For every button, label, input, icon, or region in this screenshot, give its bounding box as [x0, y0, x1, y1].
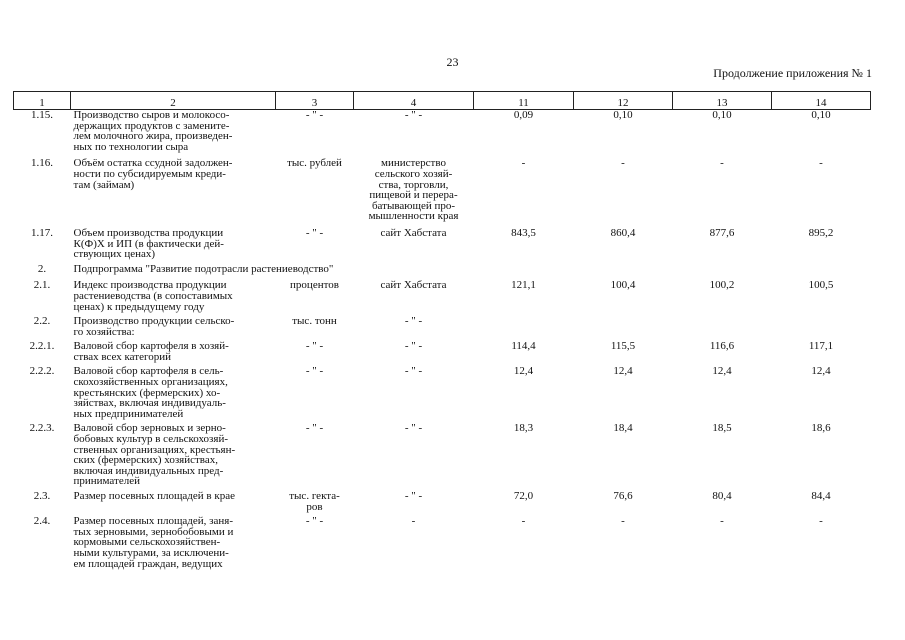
- value-13: 877,6: [709, 226, 735, 239]
- unit-cell: - " -: [305, 109, 324, 121]
- value-14: 117,1: [808, 340, 834, 353]
- unit-cell: процентов: [290, 279, 339, 292]
- value-12: [574, 312, 673, 337]
- row-number: 2.2.3.: [29, 422, 55, 435]
- value-14: 0,10: [811, 109, 831, 121]
- indicator-name: Индекс производства продукции растениеводства (в сопоставимых ценах) к предыдущему году: [73, 279, 233, 313]
- value-13: 18,5: [712, 422, 732, 435]
- unit-cell: - " -: [305, 226, 324, 239]
- column-header: 3: [276, 92, 354, 110]
- indicators-table: [13, 91, 871, 569]
- source-cell: сайт Хабстата: [380, 226, 447, 239]
- column-header: 2: [71, 92, 276, 110]
- column-header: 1: [14, 92, 71, 110]
- value-14: -: [819, 157, 823, 170]
- value-14: 895,2: [808, 226, 834, 239]
- table-row: [14, 274, 871, 312]
- value-11: -: [521, 157, 526, 170]
- value-12: 76,6: [613, 490, 633, 502]
- table-row: [14, 362, 871, 419]
- appendix-caption: Продолжение приложения № 1: [713, 66, 872, 80]
- row-number: 2.2.2.: [29, 365, 55, 378]
- row-number: 2.: [37, 262, 47, 275]
- unit-cell: - " -: [305, 422, 324, 435]
- value-12: 0,10: [613, 109, 633, 121]
- source-cell: - " -: [404, 365, 423, 378]
- indicator-name: Валовой сбор зерновых и зерно- бобовых культур в сельскохозяй- ственных организациях, крестьян- ских (фермерских) хозяйствах, включая индивидуальных пред- принимателей: [73, 422, 236, 488]
- value-13: -: [720, 157, 724, 170]
- table-row: [14, 222, 871, 260]
- value-12: 860,4: [610, 226, 636, 239]
- value-14: 18,6: [811, 422, 831, 435]
- source-cell: - " -: [404, 422, 423, 435]
- value-11: 843,5: [511, 226, 536, 239]
- row-number: 2.4.: [33, 515, 51, 528]
- column-header: 11: [474, 92, 574, 110]
- indicator-name: Производство продукции сельско- го хозяйства:: [73, 315, 235, 338]
- value-11: [474, 312, 574, 337]
- value-12: 115,5: [610, 340, 636, 353]
- indicator-name: Объём остатка ссудной задолжен- ности по субсидируемым креди- там (займам): [73, 157, 233, 191]
- value-11: 0,09: [513, 109, 534, 121]
- source-cell: - " -: [404, 490, 423, 502]
- indicator-name: Валовой сбор картофеля в сель- скохозяйственных организациях, крестьянских (фермерских) хо- зяйствах, включая индивидуаль- ных предпринимателей: [73, 365, 228, 420]
- row-number: 2.1.: [33, 279, 51, 292]
- value-13: 80,4: [712, 490, 732, 502]
- column-header: 14: [772, 92, 871, 110]
- indicator-name: Производство сыров и молокосо- держащих продуктов с замените- лем молочного жира, произведен- ных по технологии сыра: [73, 109, 233, 153]
- table-header-row: [14, 92, 871, 110]
- unit-cell: - " -: [305, 365, 324, 378]
- value-13: 116,6: [709, 340, 735, 353]
- value-12: 12,4: [613, 365, 633, 378]
- row-number: 1.15.: [31, 109, 53, 121]
- section-title: Подпрограмма "Развитие подотрасли растениеводство": [73, 262, 334, 275]
- column-header: 13: [673, 92, 772, 110]
- value-12: 100,4: [610, 279, 636, 292]
- unit-cell: тыс. гекта- ров: [289, 490, 340, 513]
- column-header: 4: [354, 92, 474, 110]
- table-row: [14, 110, 871, 153]
- value-14: 12,4: [811, 365, 831, 378]
- value-13: 12,4: [712, 365, 732, 378]
- source-cell: - " -: [404, 109, 423, 121]
- indicator-name: Размер посевных площадей в крае: [73, 490, 235, 502]
- table-row: [14, 487, 871, 512]
- value-14: [772, 312, 871, 337]
- unit-cell: тыс. рублей: [287, 157, 342, 170]
- value-13: [673, 312, 772, 337]
- table-row: [14, 337, 871, 362]
- source-cell: сайт Хабстата: [380, 279, 447, 292]
- value-14: 100,5: [808, 279, 834, 292]
- value-11: 121,1: [511, 279, 536, 292]
- row-number: 2.3.: [33, 490, 51, 502]
- source-cell: -: [411, 515, 416, 528]
- value-13: -: [720, 515, 724, 528]
- table-row: [14, 419, 871, 487]
- value-14: -: [819, 515, 823, 528]
- value-11: 114,4: [511, 340, 536, 353]
- value-11: 18,3: [513, 422, 534, 435]
- unit-cell: - " -: [305, 515, 324, 528]
- column-header: 12: [574, 92, 673, 110]
- row-number: 2.2.1.: [29, 340, 55, 353]
- source-cell: министерство сельского хозяй- ства, торговли, пищевой и перера- батывающей про- мышленности края: [368, 157, 459, 223]
- page-number: 23: [446, 55, 459, 69]
- value-13: 100,2: [709, 279, 735, 292]
- value-13: 0,10: [712, 109, 732, 121]
- source-cell: - " -: [404, 315, 423, 328]
- row-number: 1.16.: [31, 157, 53, 170]
- indicator-name: Валовой сбор картофеля в хозяй- ствах всех категорий: [73, 340, 229, 363]
- table-row: [14, 312, 871, 337]
- table-row: [14, 152, 871, 222]
- value-14: 84,4: [811, 490, 831, 502]
- value-11: 72,0: [513, 490, 534, 502]
- source-cell: - " -: [404, 340, 423, 353]
- unit-cell: тыс. тонн: [292, 315, 337, 328]
- value-12: 18,4: [613, 422, 633, 435]
- value-12: -: [621, 157, 625, 170]
- value-12: -: [621, 515, 625, 528]
- table-row: [14, 512, 871, 569]
- indicator-name: Размер посевных площадей, заня- тых зерновыми, зернобобовыми и кормовыми сельскохозяйствен- ными культурами, за исключени- ем площадей граждан, ведущих: [73, 515, 234, 570]
- unit-cell: - " -: [305, 340, 324, 353]
- value-11: -: [521, 515, 526, 528]
- row-number: 1.17.: [31, 226, 53, 239]
- value-11: 12,4: [513, 365, 534, 378]
- section-row: [14, 260, 871, 275]
- row-number: 2.2.: [33, 315, 51, 328]
- indicator-name: Объем производства продукции К(Ф)Х и ИП (в фактически дей- ствующих ценах): [73, 226, 224, 261]
